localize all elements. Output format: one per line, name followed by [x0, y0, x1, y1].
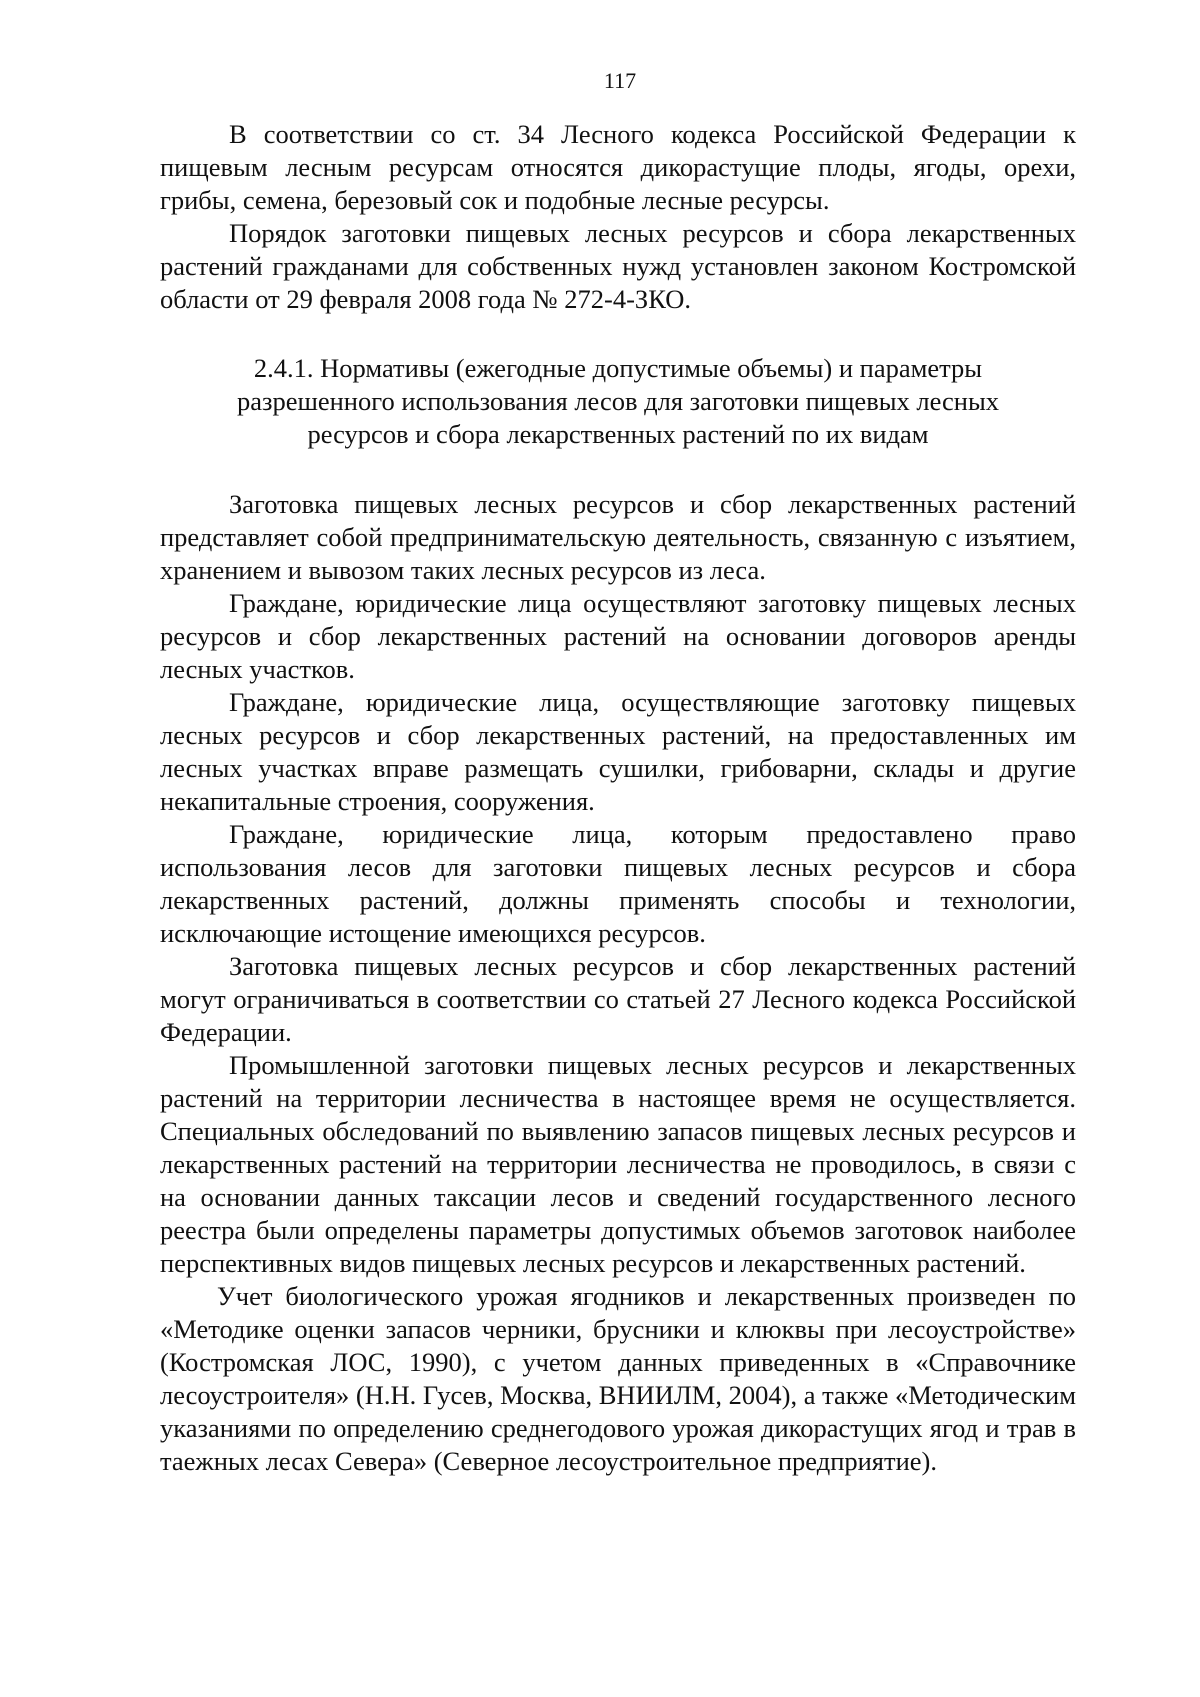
body-paragraph: Промышленной заготовки пищевых лесных ресурсов и лекарственных растений на территории лесничества в настоящее время не осуществляется. Специальных обследований по выявлению запасов пищевых лесных ресурсов и лекарственных растений на территории лесничества не проводилось, в связи с на основании данных таксации лесов и сведений государственного лесного реестра были определены параметры допустимых объемов заготовок наиболее перспективных видов пищевых лесных ресурсов и лекарственных растений. [160, 1050, 1076, 1278]
section-heading-line: разрешенного использования лесов для заготовки пищевых лесных [236, 386, 1000, 416]
intro-paragraph: Порядок заготовки пищевых лесных ресурсов и сбора лекарственных растений гражданами для собственных нужд установлен законом Костромской области от 29 февраля 2008 года № 272-4-ЗКО. [160, 218, 1076, 314]
final-paragraph: Учет биологического урожая ягодников и лекарственных произведен по «Методике оценки запасов черники, брусники и клюквы при лесоустройстве» (Костромская ЛОС, 1990), с учетом данных приведенных в «Справочнике лесоустроителя» (Н.Н. Гусев, Москва, ВНИИЛМ, 2004), а также «Методическим указаниями по определению среднегодового урожая дикорастущих ягод и трав в таежных лесах Севера» (Северное лесоустроительное предприятие). [160, 1281, 1076, 1476]
body-paragraph: Заготовка пищевых лесных ресурсов и сбор лекарственных растений представляет собой предпринимательскую деятельность, связанную с изъятием, хранением и вывозом таких лесных ресурсов из леса. [160, 489, 1076, 585]
section-heading-line: ресурсов и сбора лекарственных растений по их видам [307, 419, 929, 449]
page-number: 117 [603, 68, 637, 93]
document-page [160, 68, 1076, 1478]
body-paragraph: Граждане, юридические лица осуществляют заготовку пищевых лесных ресурсов и сбор лекарственных растений на основании договоров аренды лесных участков. [160, 588, 1076, 684]
body-paragraph: Граждане, юридические лица, осуществляющие заготовку пищевых лесных ресурсов и сбор лекарственных растений, на предоставленных им лесных участках вправе размещать сушилки, грибоварни, склады и другие некапитальные строения, сооружения. [160, 687, 1076, 816]
section-heading [160, 352, 1076, 451]
intro-paragraph: В соответствии со ст. 34 Лесного кодекса Российской Федерации к пищевым лесным ресурсам относятся дикорастущие плоды, ягоды, орехи, грибы, семена, березовый сок и подобные лесные ресурсы. [160, 119, 1076, 215]
body-paragraph: Граждане, юридические лица, которым предоставлено право использования лесов для заготовки пищевых лесных ресурсов и сбора лекарственных растений, должны применять способы и технологии, исключающие истощение имеющихся ресурсов. [160, 819, 1076, 948]
body-paragraph: Заготовка пищевых лесных ресурсов и сбор лекарственных растений могут ограничиваться в соответствии со статьей 27 Лесного кодекса Российской Федерации. [160, 951, 1076, 1047]
section-heading-line: 2.4.1. Нормативы (ежегодные допустимые объемы) и параметры [253, 353, 983, 383]
